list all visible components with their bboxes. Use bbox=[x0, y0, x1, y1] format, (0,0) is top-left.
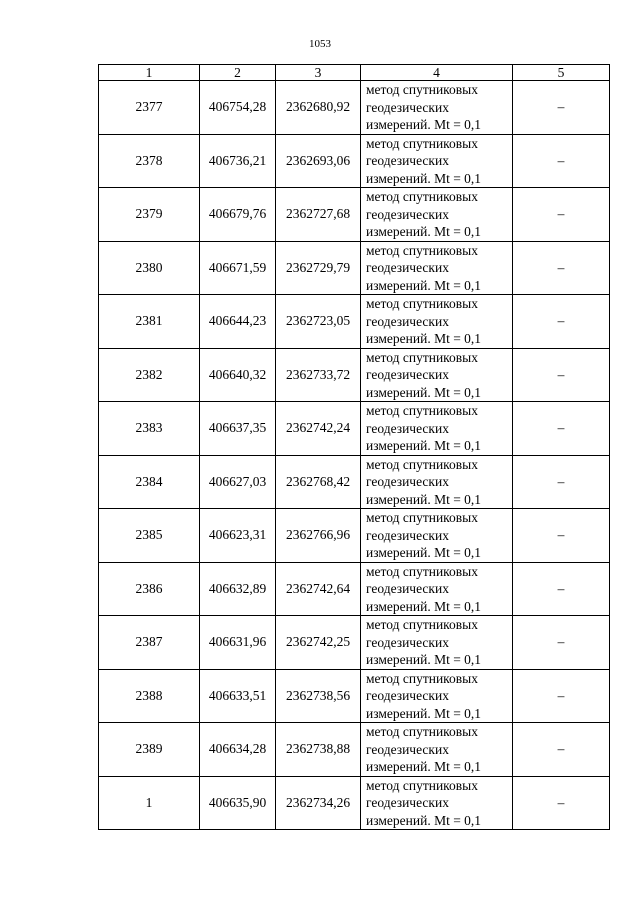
method-line: измерений. Mt = 0,1 bbox=[366, 545, 482, 560]
table-row bbox=[99, 509, 610, 563]
method-cell bbox=[361, 81, 513, 135]
table-row bbox=[99, 616, 610, 670]
x-coordinate-cell: 406633,51 bbox=[200, 669, 276, 723]
method-line: измерений. Mt = 0,1 bbox=[366, 438, 482, 453]
method-line: измерений. Mt = 0,1 bbox=[366, 759, 482, 774]
method-line: измерений. Mt = 0,1 bbox=[366, 224, 482, 239]
y-coordinate-cell: 2362742,24 bbox=[276, 402, 361, 456]
x-coordinate-cell: 406627,03 bbox=[200, 455, 276, 509]
method-line: геодезических bbox=[366, 367, 449, 382]
point-id-cell: 2382 bbox=[99, 348, 200, 402]
point-id-cell: 2379 bbox=[99, 188, 200, 242]
method-cell bbox=[361, 188, 513, 242]
method-line: метод спутниковых bbox=[366, 670, 478, 686]
method-line: геодезических bbox=[366, 260, 449, 275]
method-cell bbox=[361, 455, 513, 509]
x-coordinate-cell: 406623,31 bbox=[200, 509, 276, 563]
note-cell: – bbox=[513, 455, 610, 509]
header-col-1: 1 bbox=[99, 65, 200, 81]
method-line: измерений. Mt = 0,1 bbox=[366, 331, 482, 346]
x-coordinate-cell: 406635,90 bbox=[200, 776, 276, 830]
point-id-cell: 2385 bbox=[99, 509, 200, 563]
method-cell bbox=[361, 134, 513, 188]
method-line: геодезических bbox=[366, 153, 449, 168]
method-line: геодезических bbox=[366, 313, 449, 329]
method-line: геодезических bbox=[366, 99, 449, 115]
table-row bbox=[99, 669, 610, 723]
table-row bbox=[99, 562, 610, 616]
method-line: метод спутниковых bbox=[366, 724, 478, 739]
method-cell bbox=[361, 348, 513, 402]
note-cell: – bbox=[513, 241, 610, 295]
x-coordinate-cell: 406632,89 bbox=[200, 562, 276, 616]
y-coordinate-cell: 2362742,64 bbox=[276, 562, 361, 616]
note-cell: – bbox=[513, 402, 610, 456]
method-line: геодезических bbox=[366, 741, 449, 757]
table-row bbox=[99, 723, 610, 777]
y-coordinate-cell: 2362766,96 bbox=[276, 509, 361, 563]
table-row bbox=[99, 348, 610, 402]
method-line: измерений. Mt = 0,1 bbox=[366, 598, 482, 614]
method-line: геодезических bbox=[366, 795, 449, 810]
table-row bbox=[99, 188, 610, 242]
x-coordinate-cell: 406679,76 bbox=[200, 188, 276, 242]
y-coordinate-cell: 2362742,25 bbox=[276, 616, 361, 670]
note-cell: – bbox=[513, 188, 610, 242]
method-cell bbox=[361, 616, 513, 670]
note-cell: – bbox=[513, 295, 610, 349]
coordinates-table bbox=[98, 64, 610, 830]
y-coordinate-cell: 2362680,92 bbox=[276, 81, 361, 135]
note-cell: – bbox=[513, 562, 610, 616]
header-col-2: 2 bbox=[200, 65, 276, 81]
table-body bbox=[99, 81, 610, 830]
header-row bbox=[99, 65, 610, 81]
header-col-3: 3 bbox=[276, 65, 361, 81]
header-col-4: 4 bbox=[361, 65, 513, 81]
method-line: измерений. Mt = 0,1 bbox=[366, 117, 482, 132]
method-cell bbox=[361, 402, 513, 456]
point-id-cell: 2381 bbox=[99, 295, 200, 349]
point-id-cell: 2389 bbox=[99, 723, 200, 777]
table-row bbox=[99, 295, 610, 349]
point-id-cell: 2386 bbox=[99, 562, 200, 616]
point-id-cell: 2387 bbox=[99, 616, 200, 670]
method-cell bbox=[361, 723, 513, 777]
point-id-cell: 2384 bbox=[99, 455, 200, 509]
point-id-cell: 1 bbox=[99, 776, 200, 830]
table-row bbox=[99, 402, 610, 456]
y-coordinate-cell: 2362738,88 bbox=[276, 723, 361, 777]
point-id-cell: 2388 bbox=[99, 669, 200, 723]
method-line: метод спутниковых bbox=[366, 456, 478, 472]
method-line: измерений. Mt = 0,1 bbox=[366, 170, 482, 186]
x-coordinate-cell: 406754,28 bbox=[200, 81, 276, 135]
method-line: измерений. Mt = 0,1 bbox=[366, 384, 482, 400]
x-coordinate-cell: 406736,21 bbox=[200, 134, 276, 188]
x-coordinate-cell: 406637,35 bbox=[200, 402, 276, 456]
method-line: метод спутниковых bbox=[366, 617, 478, 632]
x-coordinate-cell: 406640,32 bbox=[200, 348, 276, 402]
method-line: геодезических bbox=[366, 206, 449, 222]
y-coordinate-cell: 2362768,42 bbox=[276, 455, 361, 509]
y-coordinate-cell: 2362738,56 bbox=[276, 669, 361, 723]
method-line: геодезических bbox=[366, 474, 449, 489]
y-coordinate-cell: 2362727,68 bbox=[276, 188, 361, 242]
table-row bbox=[99, 241, 610, 295]
method-line: измерений. Mt = 0,1 bbox=[366, 705, 482, 721]
method-line: геодезических bbox=[366, 634, 449, 650]
point-id-cell: 2378 bbox=[99, 134, 200, 188]
note-cell: – bbox=[513, 669, 610, 723]
method-cell bbox=[361, 241, 513, 295]
point-id-cell: 2377 bbox=[99, 81, 200, 135]
method-line: геодезических bbox=[366, 581, 449, 596]
method-line: измерений. Mt = 0,1 bbox=[366, 491, 482, 507]
method-line: метод спутниковых bbox=[366, 403, 478, 418]
y-coordinate-cell: 2362734,26 bbox=[276, 776, 361, 830]
y-coordinate-cell: 2362693,06 bbox=[276, 134, 361, 188]
method-line: метод спутниковых bbox=[366, 242, 478, 258]
method-line: метод спутниковых bbox=[366, 135, 478, 151]
method-line: измерений. Mt = 0,1 bbox=[366, 652, 482, 667]
method-cell bbox=[361, 669, 513, 723]
method-line: геодезических bbox=[366, 688, 449, 703]
table-row bbox=[99, 455, 610, 509]
point-id-cell: 2383 bbox=[99, 402, 200, 456]
table-row bbox=[99, 776, 610, 830]
table-header bbox=[99, 65, 610, 81]
method-line: метод спутниковых bbox=[366, 510, 478, 525]
y-coordinate-cell: 2362723,05 bbox=[276, 295, 361, 349]
note-cell: – bbox=[513, 348, 610, 402]
note-cell: – bbox=[513, 616, 610, 670]
method-line: измерений. Mt = 0,1 bbox=[366, 812, 482, 828]
y-coordinate-cell: 2362729,79 bbox=[276, 241, 361, 295]
method-line: метод спутниковых bbox=[366, 777, 478, 793]
note-cell: – bbox=[513, 81, 610, 135]
method-cell bbox=[361, 509, 513, 563]
y-coordinate-cell: 2362733,72 bbox=[276, 348, 361, 402]
note-cell: – bbox=[513, 509, 610, 563]
x-coordinate-cell: 406634,28 bbox=[200, 723, 276, 777]
table-row bbox=[99, 81, 610, 135]
x-coordinate-cell: 406644,23 bbox=[200, 295, 276, 349]
method-cell bbox=[361, 295, 513, 349]
method-line: метод спутниковых bbox=[366, 189, 478, 204]
method-line: измерений. Mt = 0,1 bbox=[366, 277, 482, 293]
method-line: метод спутниковых bbox=[366, 349, 478, 365]
point-id-cell: 2380 bbox=[99, 241, 200, 295]
method-line: метод спутниковых bbox=[366, 82, 478, 97]
x-coordinate-cell: 406671,59 bbox=[200, 241, 276, 295]
x-coordinate-cell: 406631,96 bbox=[200, 616, 276, 670]
method-line: метод спутниковых bbox=[366, 563, 478, 579]
method-cell bbox=[361, 776, 513, 830]
method-line: геодезических bbox=[366, 420, 449, 436]
note-cell: – bbox=[513, 134, 610, 188]
page-number: 1053 bbox=[309, 38, 331, 50]
method-line: геодезических bbox=[366, 527, 449, 543]
note-cell: – bbox=[513, 723, 610, 777]
method-line: метод спутниковых bbox=[366, 296, 478, 311]
table-row bbox=[99, 134, 610, 188]
method-cell bbox=[361, 562, 513, 616]
header-col-5: 5 bbox=[513, 65, 610, 81]
note-cell: – bbox=[513, 776, 610, 830]
